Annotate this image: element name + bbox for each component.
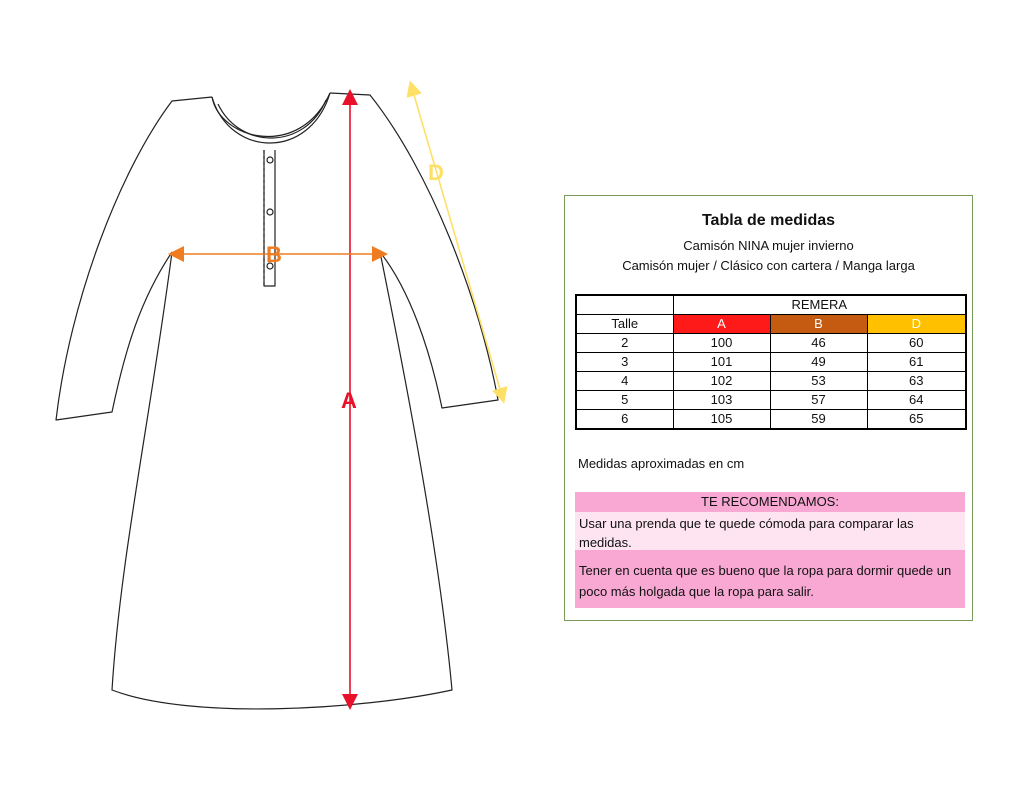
table-row — [576, 391, 966, 410]
cell-b: 53 — [770, 372, 867, 391]
cell-d: 60 — [867, 334, 966, 353]
cell-d: 63 — [867, 372, 966, 391]
cell-talle: 4 — [576, 372, 673, 391]
cell-talle: 5 — [576, 391, 673, 410]
cell-b: 49 — [770, 353, 867, 372]
cell-a: 100 — [673, 334, 770, 353]
table-group-header-row — [576, 295, 966, 315]
table-row — [576, 372, 966, 391]
cell-a: 105 — [673, 410, 770, 430]
cell-a: 102 — [673, 372, 770, 391]
cell-d: 61 — [867, 353, 966, 372]
cell-b: 57 — [770, 391, 867, 410]
table-row — [576, 334, 966, 353]
table-row — [576, 353, 966, 372]
recommendation-item-1: Usar una prenda que te quede cómoda para comparar las medidas. — [575, 512, 965, 550]
recommendations-box — [575, 492, 965, 608]
measurements-table — [575, 294, 967, 430]
column-header-b: B — [770, 315, 867, 334]
column-header-a: A — [673, 315, 770, 334]
table-column-header-row — [576, 315, 966, 334]
product-description: Camisón mujer / Clásico con cartera / Manga larga — [622, 258, 915, 273]
dimension-a-label: A — [341, 388, 357, 413]
table-row — [576, 410, 966, 430]
cell-a: 101 — [673, 353, 770, 372]
cell-d: 64 — [867, 391, 966, 410]
cell-talle: 6 — [576, 410, 673, 430]
dimension-d-arrow — [412, 88, 502, 396]
size-chart-panel — [564, 195, 973, 621]
garment-outline — [56, 93, 498, 709]
measurement-note: Medidas aproximadas en cm — [578, 456, 745, 471]
recommendation-item-2: Tener en cuenta que es bueno que la ropa para dormir quede un poco más holgada que la ropa para salir. — [575, 550, 965, 608]
cell-d: 65 — [867, 410, 966, 430]
product-name: Camisón NINA mujer invierno — [683, 238, 854, 253]
cell-b: 59 — [770, 410, 867, 430]
recommendations-header: TE RECOMENDAMOS: — [575, 492, 965, 512]
cell-talle: 3 — [576, 353, 673, 372]
column-header-d: D — [867, 315, 966, 334]
group-header-remera: REMERA — [673, 295, 966, 315]
cell-talle: 2 — [576, 334, 673, 353]
cell-b: 46 — [770, 334, 867, 353]
dimension-d-label: D — [428, 160, 444, 185]
table-corner-cell — [576, 295, 673, 315]
panel-title: Tabla de medidas — [701, 212, 836, 229]
cell-a: 103 — [673, 391, 770, 410]
row-header-talle: Talle — [576, 315, 673, 334]
dimension-b-label: B — [266, 242, 282, 267]
